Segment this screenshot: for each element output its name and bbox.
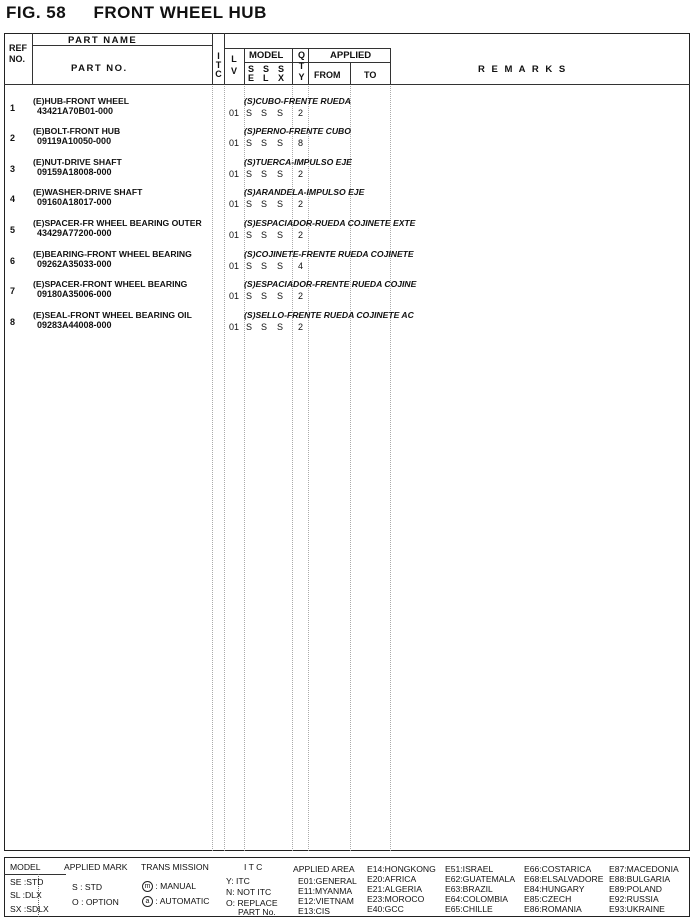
parts-table <box>4 33 690 851</box>
legend-itc-title: I T C <box>244 862 263 872</box>
ref-number: 5 <box>10 225 16 235</box>
area-code: E64:COLOMBIA <box>445 894 509 904</box>
to-header: TO <box>364 70 377 80</box>
model-sl: S <box>261 291 268 301</box>
part-number: 09159A18008-000 <box>37 167 112 177</box>
area-code: E51:ISRAEL <box>445 864 494 874</box>
part-name: (E)SPACER-FRONT WHEEL BEARING <box>33 279 188 289</box>
part-name-spanish: (S)SELLO-FRENTE RUEDA COJINETE AC <box>244 310 414 320</box>
model-col-sx: S X <box>278 64 285 83</box>
part-name: (E)BOLT-FRONT HUB <box>33 126 121 136</box>
itc-code: 01 <box>229 108 240 118</box>
legend-itc-y: Y: ITC <box>226 876 250 886</box>
ref-number: 6 <box>10 256 16 266</box>
part-name: (E)NUT-DRIVE SHAFT <box>33 157 122 167</box>
part-number: 09119A10050-000 <box>37 136 112 146</box>
part-name-spanish: (S)ARANDELA-IMPULSO EJE <box>244 187 365 197</box>
model-sl: S <box>261 322 268 332</box>
model-se: S <box>246 322 253 332</box>
model-se: S <box>246 169 253 179</box>
ref-number: 8 <box>10 317 16 327</box>
part-name: (E)HUB-FRONT WHEEL <box>33 96 129 106</box>
page-title <box>6 3 267 23</box>
table-row <box>0 187 694 215</box>
area-code: E87:MACEDONIA <box>609 864 679 874</box>
model-sl: S <box>261 261 268 271</box>
legend-trans-title: TRANS MISSION <box>141 862 209 872</box>
part-name-spanish: (S)TUERCA-IMPULSO EJE <box>244 157 352 167</box>
area-code: E21:ALGERIA <box>367 884 422 894</box>
quantity: 4 <box>298 261 304 271</box>
table-row <box>0 310 694 338</box>
part-name: (E)SEAL-FRONT WHEEL BEARING OIL <box>33 310 192 320</box>
quantity: 2 <box>298 230 304 240</box>
itc-code: 01 <box>229 291 240 301</box>
model-col-se: S E <box>248 64 255 83</box>
legend-area-title: APPLIED AREA <box>293 864 355 874</box>
model-se: S <box>246 199 253 209</box>
ref-number: 2 <box>10 133 16 143</box>
ref-number: 4 <box>10 194 16 204</box>
itc-code: 01 <box>229 230 240 240</box>
area-code: E14:HONGKONG <box>367 864 436 874</box>
legend-applied-mark-title: APPLIED MARK <box>64 862 128 872</box>
legend-model-sl: SL :DLX <box>10 890 42 900</box>
ref-no-header: REF NO. <box>9 43 27 64</box>
area-code: E62:GUATEMALA <box>445 874 516 884</box>
table-row <box>0 279 694 307</box>
area-code: E89:POLAND <box>609 884 663 894</box>
legend-model-se: SE :STD <box>10 877 44 887</box>
quantity: 2 <box>298 169 304 179</box>
part-name-spanish: (S)ESPACIADOR-RUEDA COJINETE EXTE <box>244 218 416 228</box>
quantity: 8 <box>298 138 304 148</box>
legend-itc-n: N: NOT ITC <box>226 887 272 897</box>
area-code: E01:GENERAL <box>298 876 357 886</box>
legend-itc-o: O: REPLACE <box>226 898 278 908</box>
figure-label: FIG. 58 <box>6 3 67 22</box>
part-name-spanish: (S)PERNO-FRENTE CUBO <box>244 126 351 136</box>
area-code: E23:MOROCO <box>367 894 425 904</box>
model-sx: S <box>277 230 284 240</box>
area-code: E88:BULGARIA <box>609 874 671 884</box>
area-code: E84:HUNGARY <box>524 884 585 894</box>
part-name-spanish: (S)COJINETE-FRENTE RUEDA COJINETE <box>244 249 414 259</box>
quantity: 2 <box>298 199 304 209</box>
model-se: S <box>246 138 253 148</box>
area-code: E20:AFRICA <box>367 874 417 884</box>
model-sx: S <box>277 108 284 118</box>
itc-header: I T C <box>215 51 222 79</box>
part-number: 09180A35006-000 <box>37 289 112 299</box>
part-name-header: PART NAME <box>68 35 138 46</box>
legend-itc-partno: PART No. <box>238 907 276 917</box>
itc-code: 01 <box>229 138 240 148</box>
quantity: 2 <box>298 108 304 118</box>
applied-header: APPLIED <box>330 50 372 61</box>
area-code: E40:GCC <box>367 904 404 914</box>
part-no-header: PART NO. <box>71 63 128 74</box>
model-sx: S <box>277 169 284 179</box>
model-sl: S <box>261 199 268 209</box>
area-code: E13:CIS <box>298 906 331 916</box>
area-code: E66:COSTARICA <box>524 864 592 874</box>
table-row <box>0 126 694 154</box>
area-code: E12:VIETNAM <box>298 896 354 906</box>
automatic-circle-icon: a <box>142 896 153 907</box>
legend-trans-automatic: a : AUTOMATIC <box>142 896 210 907</box>
part-number: 43429A77200-000 <box>37 228 112 238</box>
manual-circle-icon: m <box>142 881 153 892</box>
area-code: E92:RUSSIA <box>609 894 659 904</box>
model-header: MODEL <box>249 50 284 61</box>
area-code: E85:CZECH <box>524 894 572 904</box>
ref-number: 1 <box>10 103 16 113</box>
model-sl: S <box>261 138 268 148</box>
model-se: S <box>246 108 253 118</box>
itc-code: 01 <box>229 199 240 209</box>
model-se: S <box>246 261 253 271</box>
part-name-spanish: (S)CUBO-FRENTE RUEDA <box>244 96 351 106</box>
model-sx: S <box>277 261 284 271</box>
itc-code: 01 <box>229 169 240 179</box>
table-row <box>0 96 694 124</box>
from-header: FROM <box>314 70 341 80</box>
area-code: E86:ROMANIA <box>524 904 582 914</box>
model-sx: S <box>277 199 284 209</box>
figure-title: FRONT WHEEL HUB <box>93 3 267 22</box>
legend-model-sx: SX :SDLX <box>10 904 49 914</box>
model-sx: S <box>277 322 284 332</box>
table-row <box>0 218 694 246</box>
itc-code: 01 <box>229 261 240 271</box>
ref-number: 7 <box>10 286 16 296</box>
remarks-header: R E M A R K S <box>478 64 568 75</box>
table-row <box>0 249 694 277</box>
itc-code: 01 <box>229 322 240 332</box>
area-code: E63:BRAZIL <box>445 884 493 894</box>
model-se: S <box>246 291 253 301</box>
area-code: E11:MYANMA <box>298 886 353 896</box>
part-name: (E)SPACER-FR WHEEL BEARING OUTER <box>33 218 202 228</box>
area-code: E68:ELSALVADORE <box>524 874 604 884</box>
legend-applied-std: S : STD <box>72 882 103 892</box>
quantity: 2 <box>298 291 304 301</box>
model-sl: S <box>261 230 268 240</box>
part-number: 43421A70B01-000 <box>37 106 114 116</box>
part-number: 09283A44008-000 <box>37 320 112 330</box>
part-number: 09160A18017-000 <box>37 197 112 207</box>
legend-applied-option: O : OPTION <box>72 897 119 907</box>
part-name: (E)BEARING-FRONT WHEEL BEARING <box>33 249 192 259</box>
model-sx: S <box>277 138 284 148</box>
model-sl: S <box>261 169 268 179</box>
qty-header: Q T Y <box>297 50 305 82</box>
part-name: (E)WASHER-DRIVE SHAFT <box>33 187 143 197</box>
ref-number: 3 <box>10 164 16 174</box>
area-code: E65:CHILLE <box>445 904 493 914</box>
model-sx: S <box>277 291 284 301</box>
model-col-sl: S L <box>263 64 270 83</box>
quantity: 2 <box>298 322 304 332</box>
model-se: S <box>246 230 253 240</box>
legend-trans-manual: m : MANUAL <box>142 881 196 892</box>
legend-model-title: MODEL <box>10 862 41 872</box>
area-code: E93:UKRAINE <box>609 904 665 914</box>
part-number: 09262A35033-000 <box>37 259 112 269</box>
model-sl: S <box>261 108 268 118</box>
part-name-spanish: (S)ESPACIADOR-FRENTE RUEDA COJINE <box>244 279 417 289</box>
lv-header: L V <box>230 54 237 76</box>
table-row <box>0 157 694 185</box>
